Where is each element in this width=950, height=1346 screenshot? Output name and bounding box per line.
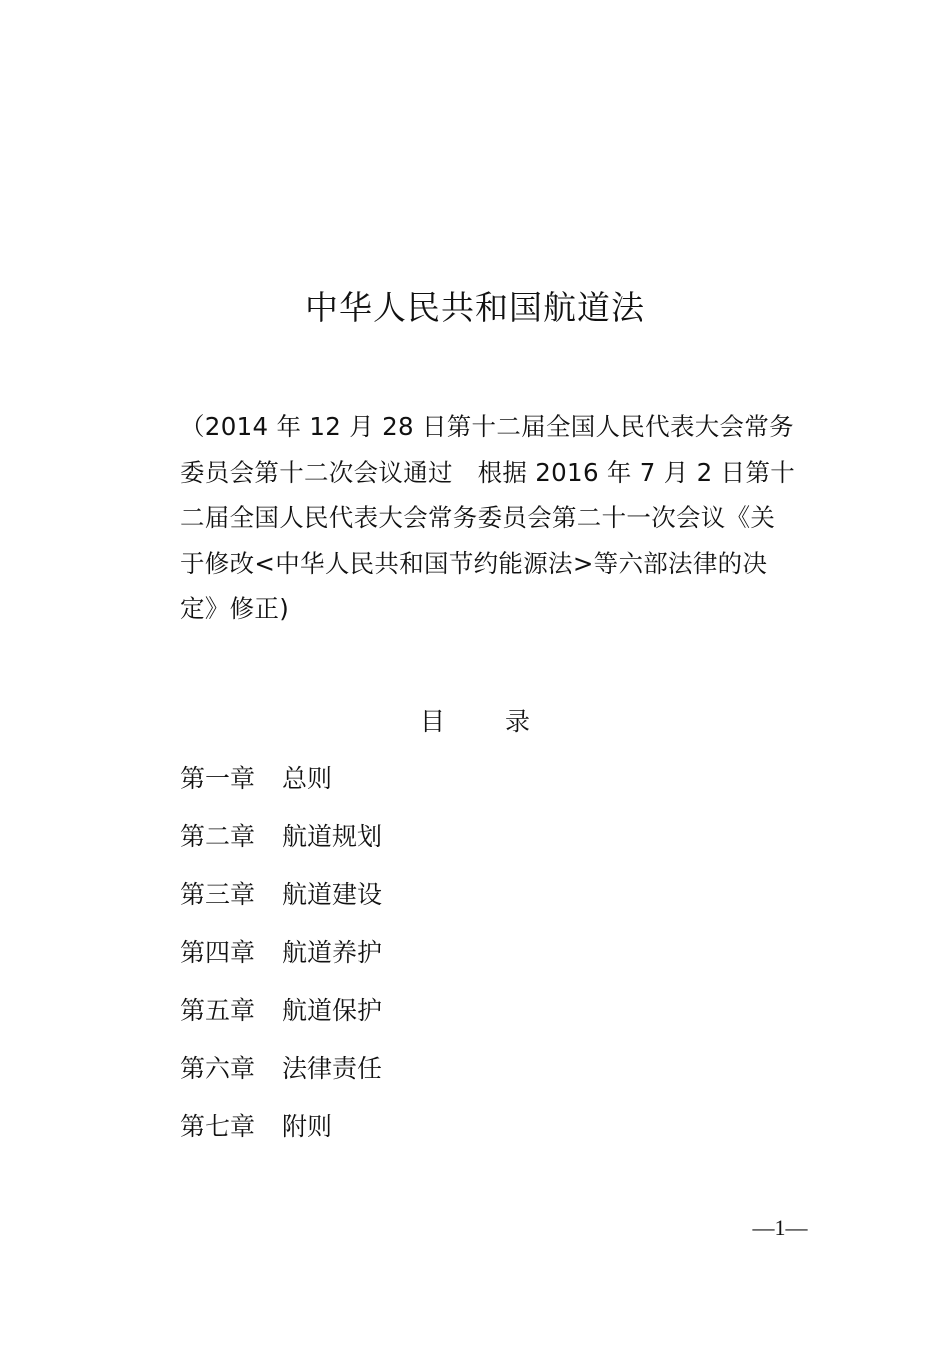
adoption-note-line: 二届全国人民代表大会常务委员会第二十一次会议《关	[180, 503, 776, 532]
toc-item	[180, 1104, 382, 1162]
adoption-note-line: 委员会第十二次会议通过 根据 2016 年 7 月 2 日第十	[180, 457, 796, 487]
chapter-title: 航道规划	[282, 822, 383, 851]
toc-heading	[0, 700, 950, 744]
toc-heading-char: 目	[419, 707, 445, 736]
chapter-title: 航道建设	[282, 880, 383, 909]
toc-item	[180, 1046, 382, 1104]
chapter-title: 航道养护	[282, 938, 383, 967]
chapter-title: 法律责任	[282, 1054, 383, 1083]
adoption-note	[180, 404, 796, 632]
chapter-number: 第五章	[180, 996, 256, 1025]
chapter-number: 第七章	[180, 1112, 256, 1141]
toc-item	[180, 814, 382, 872]
table-of-contents	[180, 756, 382, 1162]
toc-item	[180, 930, 382, 988]
chapter-number: 第四章	[180, 938, 256, 967]
chapter-number: 第一章	[180, 764, 256, 793]
page-number: —1—	[752, 1215, 808, 1240]
chapter-number: 第三章	[180, 880, 256, 909]
toc-heading-char: 录	[505, 707, 531, 736]
adoption-note-line: 于修改<中华人民共和国节约能源法>等六部法律的决	[180, 548, 768, 578]
chapter-title: 总则	[282, 764, 333, 793]
chapter-number: 第六章	[180, 1054, 256, 1083]
toc-item	[180, 756, 382, 814]
adoption-note-line: （2014 年 12 月 28 日第十二届全国人民代表大会常务	[180, 412, 794, 441]
chapter-number: 第二章	[180, 822, 256, 851]
toc-item	[180, 988, 382, 1046]
toc-item	[180, 872, 382, 930]
adoption-note-line: 定》修正)	[180, 594, 290, 623]
chapter-title: 航道保护	[282, 996, 383, 1025]
document-title: 中华人民共和国航道法	[305, 288, 645, 327]
chapter-title: 附则	[282, 1112, 333, 1141]
